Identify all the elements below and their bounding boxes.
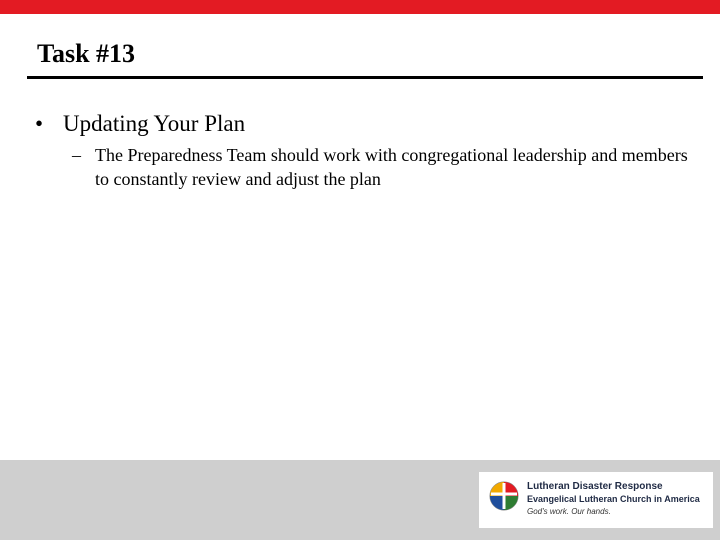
logo-line-ldr: Lutheran Disaster Response bbox=[527, 481, 663, 492]
logo-tagline: God's work. Our hands. bbox=[527, 507, 611, 516]
cross-globe-icon bbox=[489, 481, 519, 511]
bullet-marker: • bbox=[35, 111, 44, 136]
logo-line-elca: Evangelical Lutheran Church in America bbox=[527, 494, 700, 504]
title-rule bbox=[27, 76, 703, 79]
sub-bullet-marker: – bbox=[72, 145, 81, 165]
sub-bullet-item bbox=[72, 143, 692, 191]
sub-bullet-text: The Preparedness Team should work with congregational leadership and members to constantly review and adjust the plan bbox=[95, 145, 688, 189]
bullet-text: Updating Your Plan bbox=[63, 111, 246, 136]
slide-title: Task #13 bbox=[37, 39, 136, 68]
bullet-item bbox=[35, 110, 695, 138]
organization-logo bbox=[479, 472, 713, 528]
top-accent-band bbox=[0, 0, 720, 14]
